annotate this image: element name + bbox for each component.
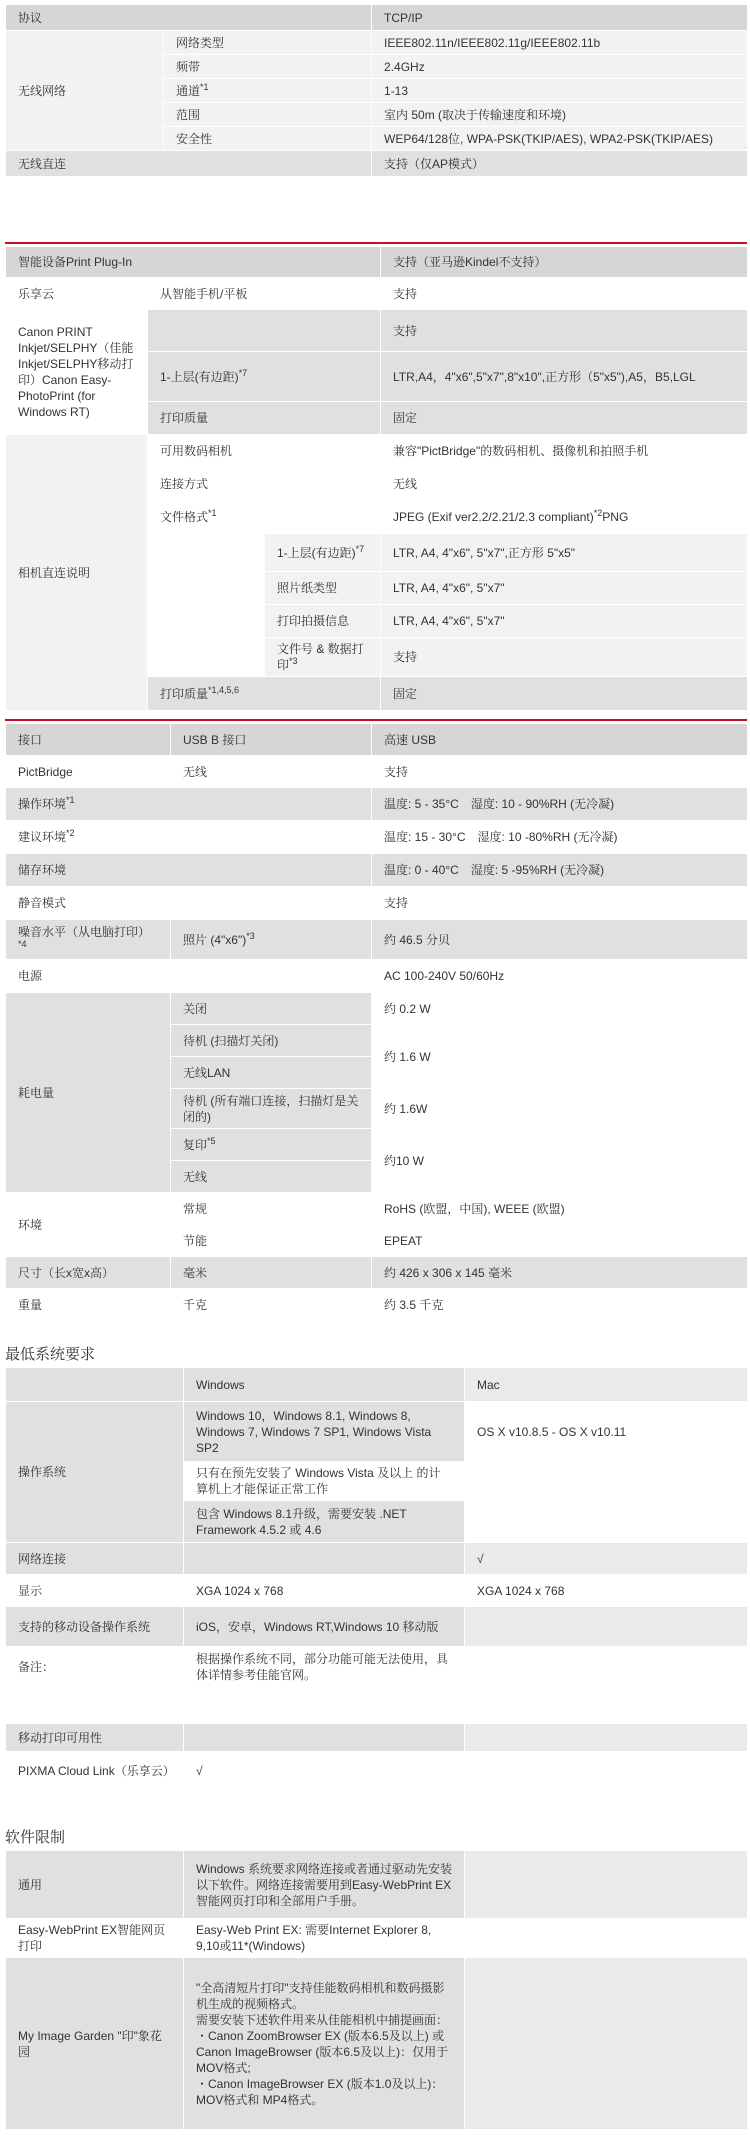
camera-format-value-text: JPEG (Exif ver2.2/2.21/2.3 compliant) xyxy=(393,510,594,524)
operating-env-value: 温度: 5 - 35°C 湿度: 10 - 90%RH (无冷凝) xyxy=(372,788,748,821)
energy-label: 节能 xyxy=(171,1225,372,1257)
band-label: 频带 xyxy=(164,55,372,79)
mobile-print-table xyxy=(5,246,748,711)
camera-quality-value: 固定 xyxy=(381,677,748,711)
recommended-env-value: 温度: 15 - 30°C 湿度: 10 -80%RH (无冷凝) xyxy=(372,821,748,854)
regular-label: 常规 xyxy=(171,1193,372,1225)
section-divider-1 xyxy=(5,242,747,244)
canon-border-footnote: *7 xyxy=(238,367,248,378)
mobile-avail-header: 移动打印可用性 xyxy=(6,1724,184,1752)
recommended-env-footnote: *2 xyxy=(66,828,75,838)
network-connect-label: 网络连接 xyxy=(6,1543,184,1575)
dimensions-unit: 毫米 xyxy=(171,1257,372,1289)
energy-value: EPEAT xyxy=(372,1225,748,1257)
noise-level-label-text: 噪音水平（从电脑打印） xyxy=(18,924,151,939)
interface-label: 接口 xyxy=(6,724,171,756)
channel-footnote: *1 xyxy=(200,81,209,92)
canon-border-value: LTR,A4，4"x6",5"x7",8"x10",正方形（5"x5"),A5，B5,LGL xyxy=(381,352,748,402)
network-type-label: 网络类型 xyxy=(164,31,372,55)
os-mac: OS X v10.8.5 - OS X v10.11 xyxy=(465,1402,748,1462)
power-off-value: 约 0.2 W xyxy=(372,993,748,1025)
standby-all-value: 约 1.6W xyxy=(372,1089,748,1129)
camera-quality-label-text: 打印质量 xyxy=(160,686,209,701)
my-image-garden-label: My Image Garden "印"象花园 xyxy=(6,1958,184,2130)
noise-level-value: 约 46.5 分贝 xyxy=(372,920,748,960)
wireless-direct-label: 无线直连 xyxy=(6,151,372,177)
sysreq-col-windows: Windows xyxy=(184,1368,465,1402)
camera-format-value-suffix: PNG xyxy=(602,510,629,524)
wireless-direct-value: 支持（仅AP模式） xyxy=(372,151,748,177)
regular-value: RoHS (欧盟，中国), WEEE (欧盟) xyxy=(372,1193,748,1225)
channel-value: 1-13 xyxy=(372,79,748,103)
recommended-env-label-text: 建议环境 xyxy=(18,830,67,844)
easy-webprint-label: Easy-WebPrint EX智能网页打印 xyxy=(6,1919,184,1958)
camera-quality-label xyxy=(148,677,381,711)
software-general-label: 通用 xyxy=(6,1851,184,1919)
easy-webprint-value: Easy-Web Print EX: 需要Internet Explorer 8, 9,10或11*(Windows) xyxy=(184,1919,465,1958)
protocol-value: TCP/IP xyxy=(372,5,748,31)
mobile-os-mac xyxy=(465,1607,748,1647)
remark-label: 备注： xyxy=(6,1647,184,1687)
camera-border-footnote: *7 xyxy=(355,543,365,554)
standby-label: 待机 (扫描灯关闭) xyxy=(171,1025,372,1057)
os-note-dotnet: 包含 Windows 8.1升级，需要安装 .NET Framework 4.5.2 或 4.6 xyxy=(184,1501,465,1543)
wireless-power-label: 无线 xyxy=(171,1161,372,1193)
canon-quality-label: 打印质量 xyxy=(148,402,381,435)
mig-line-2: 需要安装下述软件用来从佳能相机中捕提画面： xyxy=(196,2012,449,2027)
wireless-network-label: 无线网络 xyxy=(6,31,164,151)
system-req-table xyxy=(5,1367,748,1687)
network-type-value: IEEE802.11n/IEEE802.11g/IEEE802.11b xyxy=(372,31,748,55)
mobile-os-value: iOS，安卓，Windows RT,Windows 10 移动版 xyxy=(184,1607,465,1647)
lexiangyun-label: 乐享云 xyxy=(6,278,148,310)
weight-label: 重量 xyxy=(6,1289,171,1321)
mobile-avail-header-blank xyxy=(184,1724,465,1752)
dimensions-label: 尺寸（长x宽x高） xyxy=(6,1257,171,1289)
camera-format-label-text: 文件格式 xyxy=(160,510,209,524)
interface-value: 高速 USB xyxy=(372,724,748,756)
quiet-mode-value: 支持 xyxy=(372,887,748,920)
display-windows: XGA 1024 x 768 xyxy=(184,1575,465,1607)
security-label: 安全性 xyxy=(164,127,372,151)
sysreq-header-blank xyxy=(6,1368,184,1402)
pictbridge-label: PictBridge xyxy=(6,756,171,788)
pictbridge-value: 支持 xyxy=(372,756,748,788)
security-value: WEP64/128位, WPA-PSK(TKIP/AES), WPA2-PSK(TKIP/AES) xyxy=(372,127,748,151)
camera-fileno-label-text: 文件号 & 数据打印 xyxy=(277,642,364,672)
camera-compat-label: 可用数码相机 xyxy=(148,435,381,468)
camera-compat-value: 兼容"PictBridge"的数码相机、摄像机和拍照手机 xyxy=(381,435,748,468)
copy-label xyxy=(171,1129,372,1161)
camera-sub-blank xyxy=(148,534,265,677)
system-req-heading: 最低系统要求 xyxy=(5,1346,96,1363)
standby-all-label: 待机 (所有端口连接，扫描灯是关闭的) xyxy=(171,1089,372,1129)
canon-border-label xyxy=(148,352,381,402)
lexiangyun-value: 支持 xyxy=(381,278,748,310)
cloud-link-label: PIXMA Cloud Link（乐享云） xyxy=(6,1752,184,1790)
software-general-value: Windows 系统要求网络连接或者通过驱动先安装以下软件。网络连接需要用到Easy-WebPrint EX智能网页打印和全部用户手册。 xyxy=(184,1851,465,1919)
mobile-avail-header-blank-2 xyxy=(465,1724,748,1752)
consumption-label: 耗电量 xyxy=(6,993,171,1193)
os-note-dotnet-mac xyxy=(465,1501,748,1543)
cloud-link-value: √ xyxy=(184,1752,465,1790)
os-note-vista-mac xyxy=(465,1462,748,1501)
camera-format-value-footnote: *2 xyxy=(593,508,603,518)
camera-conn-value: 无线 xyxy=(381,468,748,501)
quiet-mode-label: 静音模式 xyxy=(6,887,372,920)
dimensions-value: 约 426 x 306 x 145 毫米 xyxy=(372,1257,748,1289)
network-connect-mac: √ xyxy=(465,1543,748,1575)
camera-paper-label: 照片纸类型 xyxy=(265,572,381,605)
canon-border-label-text: 1-上层(有边距) xyxy=(160,369,239,384)
os-windows: Windows 10，Windows 8.1, Windows 8, Windows 7, Windows 7 SP1, Windows Vista SP2 xyxy=(184,1402,465,1462)
noise-level-sub xyxy=(171,920,372,960)
remark-mac xyxy=(465,1647,748,1687)
weight-unit: 千克 xyxy=(171,1289,372,1321)
canon-quality-value: 固定 xyxy=(381,402,748,435)
environment-label: 环境 xyxy=(6,1193,171,1257)
operating-env-footnote: *1 xyxy=(66,795,75,805)
network-connect-windows xyxy=(184,1543,465,1575)
range-value: 室内 50m (取决于传输速度和环境) xyxy=(372,103,748,127)
canon-print-blank xyxy=(148,310,381,352)
general-spec-table xyxy=(5,723,748,1321)
protocol-label: 协议 xyxy=(6,5,372,31)
section-divider-2 xyxy=(5,719,747,721)
noise-level-label xyxy=(6,920,171,960)
operating-env-label-text: 操作环境 xyxy=(18,797,67,811)
lexiangyun-sub: 从智能手机/平板 xyxy=(148,278,381,310)
print-plugin-label: 智能设备Print Plug-In xyxy=(6,247,381,278)
mig-line-3: ・Canon ZoomBrowser EX (版本6.5及以上) 或 Canon ImageBrowser (版本6.5及以上)：仅用于MOV格式; xyxy=(196,2028,449,2075)
mobile-availability-table xyxy=(5,1723,748,1790)
power-supply-value: AC 100-240V 50/60Hz xyxy=(372,960,748,993)
os-label: 操作系统 xyxy=(6,1402,184,1543)
display-label: 显示 xyxy=(6,1575,184,1607)
noise-level-footnote: *4 xyxy=(18,938,27,949)
software-heading: 软件限制 xyxy=(5,1829,66,1846)
mobile-os-label: 支持的移动设备操作系统 xyxy=(6,1607,184,1647)
camera-conn-label: 连接方式 xyxy=(148,468,381,501)
camera-format-value xyxy=(381,501,748,534)
os-note-vista: 只有在预先安装了 Windows Vista 及以上 的计算机上才能保证正常工作 xyxy=(184,1462,465,1501)
pictbridge-sub: 无线 xyxy=(171,756,372,788)
channel-label-text: 通道 xyxy=(176,83,201,98)
channel-label xyxy=(164,79,372,103)
camera-paper-value: LTR, A4, 4"x6", 5"x7" xyxy=(381,572,748,605)
mig-line-1: "全高清短片打印"支持佳能数码相机和数码摄影机生成的视频格式。 xyxy=(196,1980,445,2011)
camera-border-label xyxy=(265,534,381,572)
power-supply-label: 电源 xyxy=(6,960,372,993)
remark-value: 根据操作系统不同，部分功能可能无法使用，具体详情参考佳能官网。 xyxy=(184,1647,465,1687)
camera-fileno-footnote: *3 xyxy=(289,656,298,666)
power-off-label: 关闭 xyxy=(171,993,372,1025)
storage-env-value: 温度: 0 - 40°C 湿度: 5 -95%RH (无冷凝) xyxy=(372,854,748,887)
noise-level-sub-footnote: *3 xyxy=(246,930,255,941)
display-mac: XGA 1024 x 768 xyxy=(465,1575,748,1607)
interface-sub: USB B 接口 xyxy=(171,724,372,756)
range-label: 范围 xyxy=(164,103,372,127)
weight-value: 约 3.5 千克 xyxy=(372,1289,748,1321)
copy-value: 约10 W xyxy=(372,1129,748,1193)
band-value: 2.4GHz xyxy=(372,55,748,79)
standby-value: 约 1.6 W xyxy=(372,1025,748,1089)
camera-direct-label: 相机直连说明 xyxy=(6,435,148,711)
camera-fileno-value: 支持 xyxy=(381,638,748,677)
operating-env-label xyxy=(6,788,372,821)
wlan-label: 无线LAN xyxy=(171,1057,372,1089)
camera-quality-footnote: *1,4,5,6 xyxy=(208,684,240,695)
cloud-link-blank xyxy=(465,1752,748,1790)
copy-label-text: 复印 xyxy=(183,1137,208,1152)
camera-shootinfo-value: LTR, A4, 4"x6", 5"x7" xyxy=(381,605,748,638)
camera-format-footnote: *1 xyxy=(208,508,217,518)
mig-line-4: ・Canon ImageBrowser EX (版本1.0及以上)：MOV格式和 MP4格式。 xyxy=(196,2076,444,2107)
noise-level-sub-text: 照片 (4"x6") xyxy=(183,932,247,947)
copy-footnote: *5 xyxy=(207,1135,216,1146)
canon-print-support: 支持 xyxy=(381,310,748,352)
network-spec-table xyxy=(5,4,748,177)
camera-shootinfo-label: 打印拍摄信息 xyxy=(265,605,381,638)
my-image-garden-blank xyxy=(465,1958,748,2130)
camera-border-value: LTR, A4, 4"x6", 5"x7",正方形 5"x5" xyxy=(381,534,748,572)
camera-fileno-label xyxy=(265,638,381,677)
camera-format-label xyxy=(148,501,381,534)
my-image-garden-value xyxy=(184,1958,465,2130)
sysreq-col-mac: Mac xyxy=(465,1368,748,1402)
storage-env-label: 储存环境 xyxy=(6,854,372,887)
easy-webprint-blank xyxy=(465,1919,748,1958)
software-table xyxy=(5,1850,748,2130)
print-plugin-value: 支持（亚马逊Kindel不支持） xyxy=(381,247,748,278)
recommended-env-label xyxy=(6,821,372,854)
software-general-blank xyxy=(465,1851,748,1919)
canon-print-app-label: Canon PRINT Inkjet/SELPHY（佳能Inkjet/SELPHY移动打印）Canon Easy-PhotoPrint (for Windows RT) xyxy=(6,310,148,435)
camera-border-label-text: 1-上层(有边距) xyxy=(277,545,356,560)
